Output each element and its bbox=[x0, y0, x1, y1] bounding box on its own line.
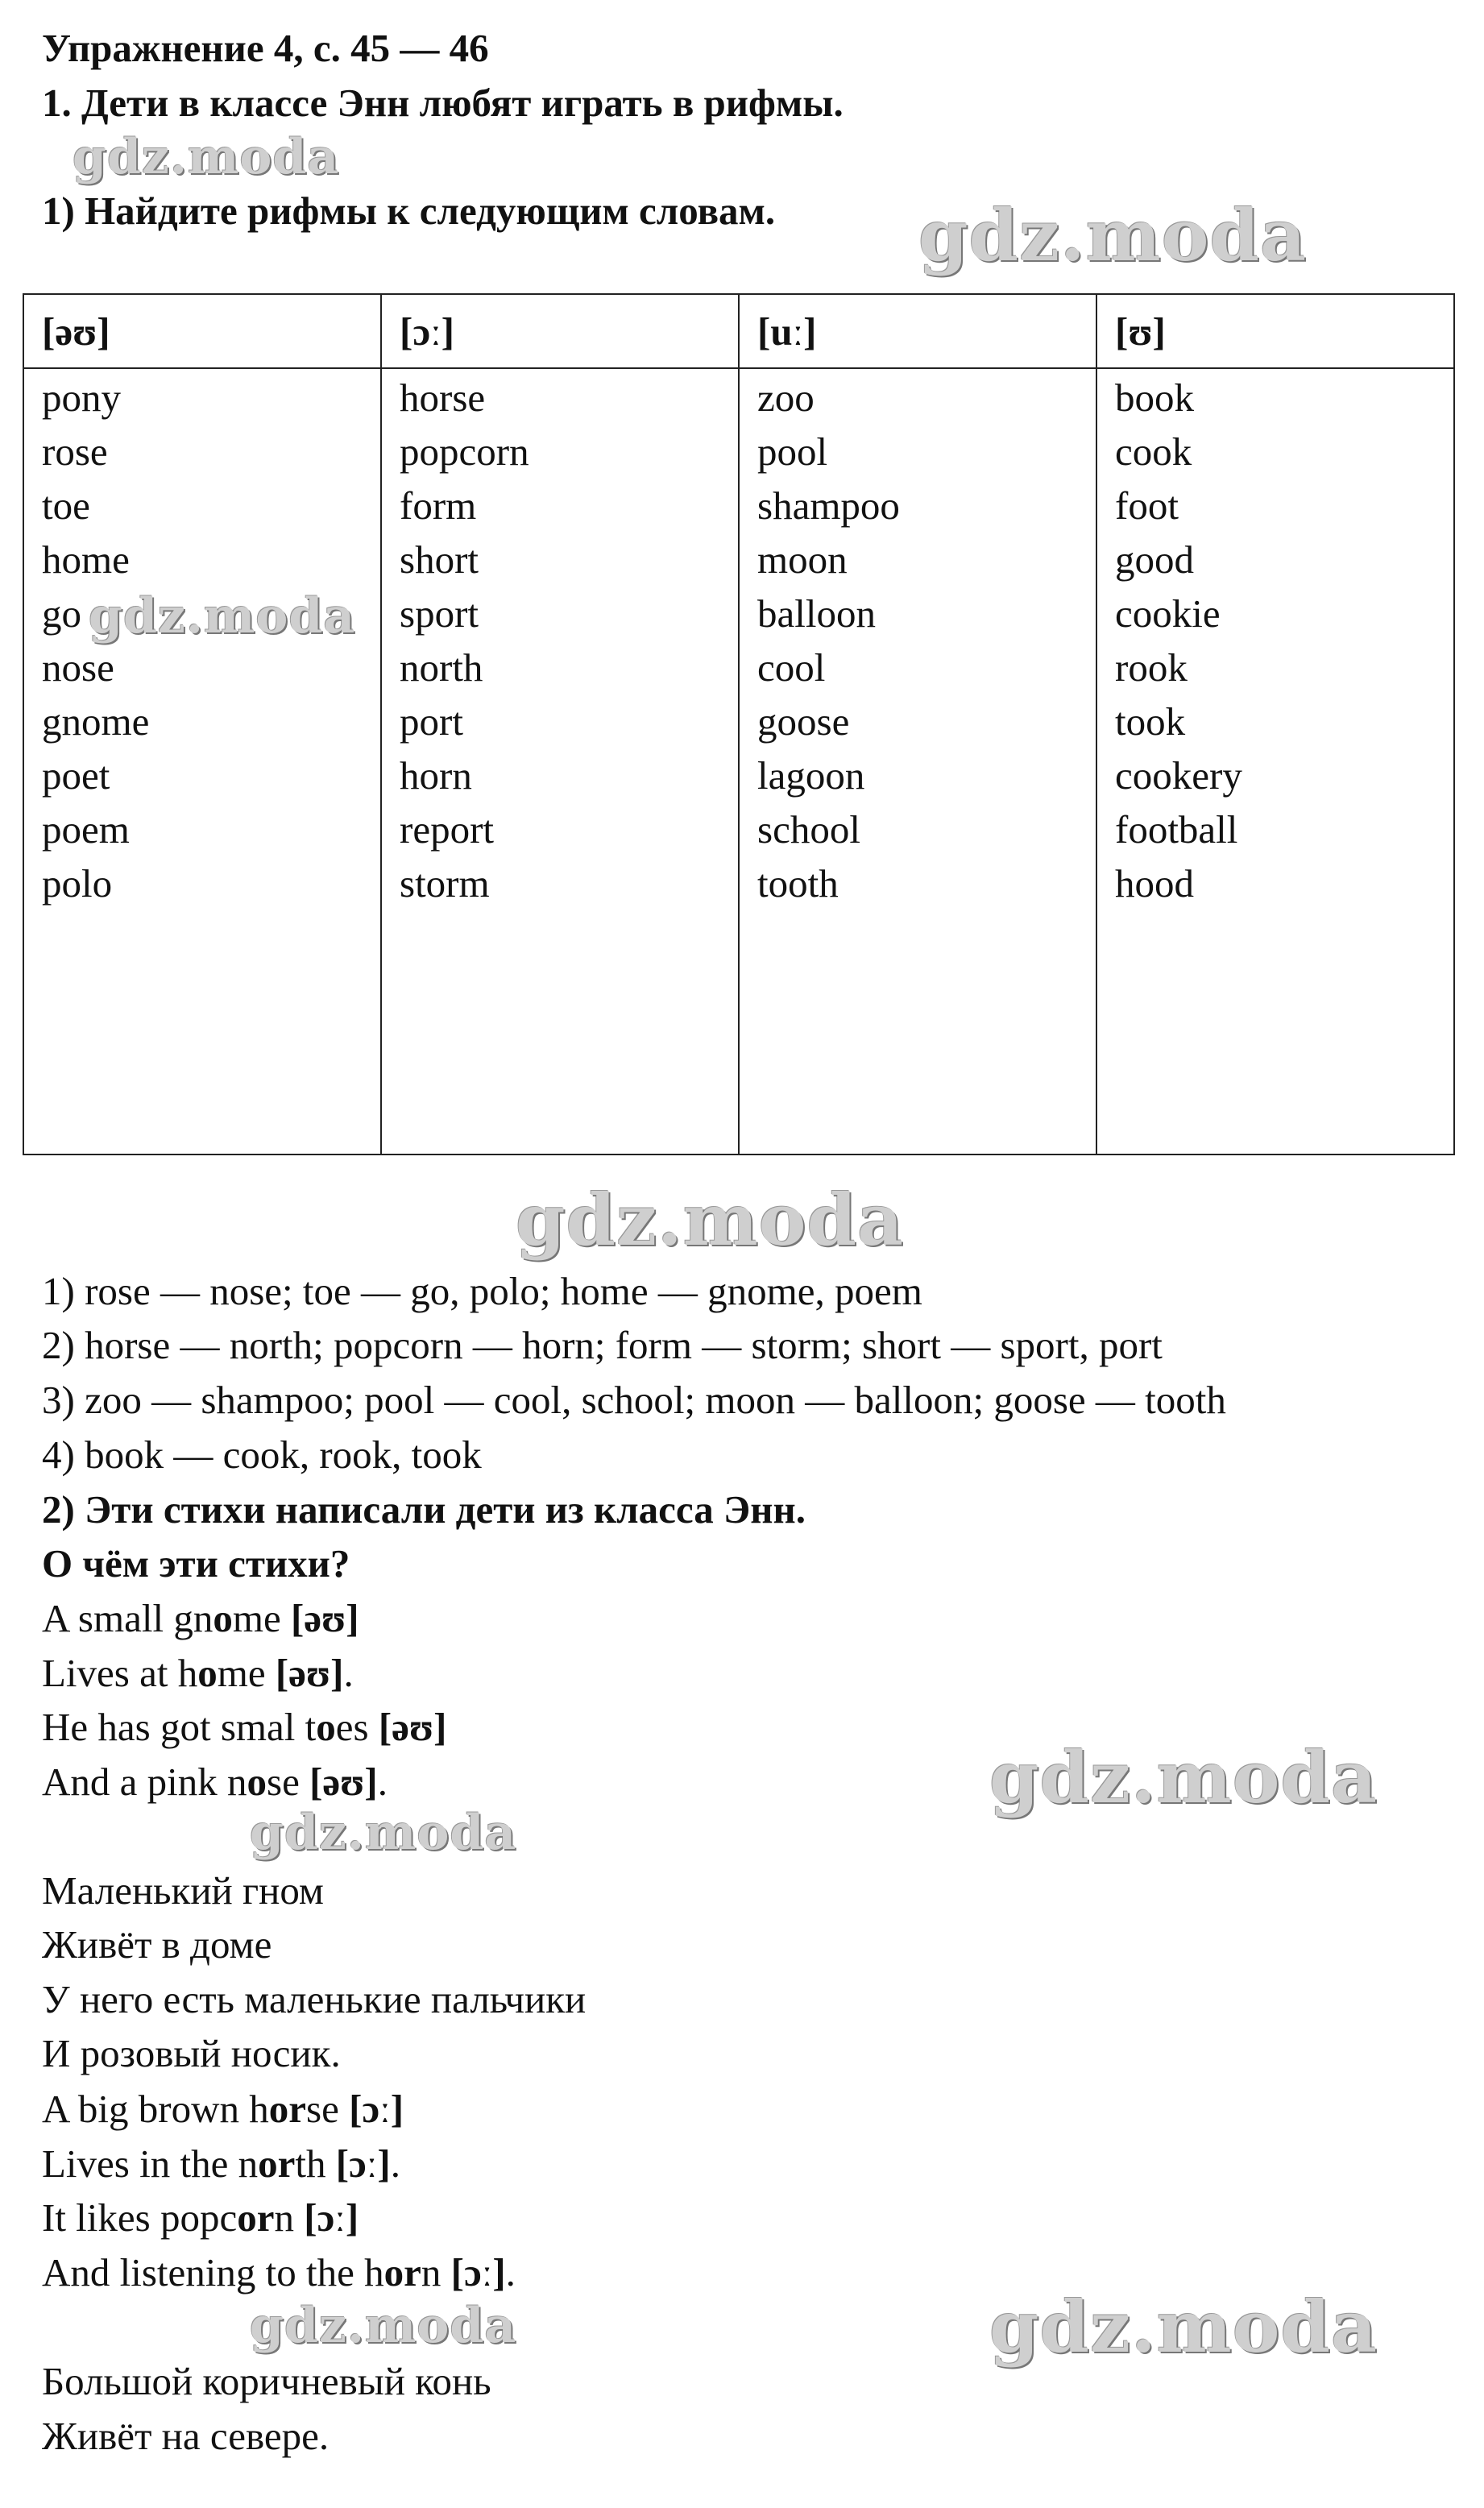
poem-line bbox=[42, 1703, 446, 1751]
poem-text: . bbox=[390, 2141, 400, 2186]
answer-line: 4) book — cook, rook, took bbox=[42, 1432, 482, 1477]
watermark: gdz.moda bbox=[250, 2298, 517, 2354]
sound-tag: [əʊ] bbox=[378, 1705, 447, 1749]
poem-text: me bbox=[232, 1596, 291, 1640]
table-cell-word: storm bbox=[400, 861, 490, 906]
poem-line bbox=[42, 2194, 359, 2242]
table-cell-word: toe bbox=[42, 483, 90, 528]
table-cell-word: balloon bbox=[757, 591, 876, 636]
watermark: gdz.moda bbox=[89, 588, 356, 645]
sound-tag: [ɔː] bbox=[335, 2141, 391, 2186]
table-cell-word: poem bbox=[42, 807, 130, 852]
poem-line bbox=[42, 2085, 404, 2133]
poem-text: . bbox=[343, 1650, 354, 1695]
rhymes-table bbox=[23, 293, 1455, 1155]
sound-tag: [ɔː] bbox=[304, 2195, 359, 2240]
poem-text: A big brown h bbox=[42, 2087, 269, 2131]
rhyme-letters: or bbox=[383, 2249, 421, 2295]
poem-line bbox=[42, 1649, 354, 1698]
watermark: gdz.moda bbox=[989, 2285, 1378, 2369]
column-header: [əʊ] bbox=[23, 294, 381, 368]
poem-text: n bbox=[421, 2249, 451, 2295]
poem-text: se bbox=[306, 2087, 350, 2131]
table-cell-word: cool bbox=[757, 645, 826, 690]
table-cell-word: horse bbox=[400, 375, 486, 420]
poem-text: n bbox=[274, 2195, 305, 2240]
poem-text: th bbox=[295, 2141, 336, 2186]
table-cell-word: lagoon bbox=[757, 753, 865, 798]
sound-tag: [ɔː] bbox=[450, 2249, 506, 2295]
table-cell-word: school bbox=[757, 807, 860, 852]
poem-text: Lives in the n bbox=[42, 2141, 259, 2186]
table-cell-word: tooth bbox=[757, 861, 839, 906]
sound-tag: [ɔː] bbox=[349, 2087, 404, 2131]
table-cell-word: rose bbox=[42, 429, 108, 474]
watermark: gdz.moda bbox=[250, 1805, 517, 1861]
poem-text: And a pink n bbox=[42, 1759, 247, 1804]
table-cell-word: goose bbox=[757, 699, 850, 744]
table-cell-word: popcorn bbox=[400, 429, 529, 474]
rhyme-letters: or bbox=[237, 2195, 275, 2240]
table-cell-word: short bbox=[400, 537, 479, 582]
column-header: [uː] bbox=[739, 294, 1096, 368]
rhyme-letters: o bbox=[247, 1759, 267, 1804]
rhyme-letters: or bbox=[268, 2087, 306, 2131]
table-cell-word: horn bbox=[400, 753, 472, 798]
rhyme-letters: o bbox=[213, 1596, 233, 1640]
poem-text: . bbox=[505, 2249, 516, 2295]
poem-line bbox=[42, 2249, 516, 2297]
task-2-title: 2) Эти стихи написали дети из класса Энн. bbox=[42, 1487, 806, 1532]
poem-line bbox=[42, 1594, 359, 1643]
table-cell-word: cookie bbox=[1115, 591, 1221, 636]
poem-text: se bbox=[267, 1759, 310, 1804]
rhyme-letters: o bbox=[197, 1650, 218, 1695]
poem-text: He has got smal t bbox=[42, 1705, 317, 1749]
answer-line: 1) rose — nose; toe — go, polo; home — gnome, poem bbox=[42, 1269, 922, 1313]
poem-text: It likes popc bbox=[42, 2195, 238, 2240]
table-cell-word: go bbox=[42, 591, 81, 636]
translation-line: У него есть маленькие пальчики bbox=[42, 1977, 587, 2021]
poem-line bbox=[42, 1758, 388, 1806]
watermark: gdz.moda bbox=[516, 1178, 905, 1262]
poem-text: And listening to the h bbox=[42, 2249, 384, 2295]
column-words bbox=[381, 368, 739, 1155]
translation-line: Живёт в доме bbox=[42, 1922, 272, 1967]
table-cell-word: gnome bbox=[42, 699, 150, 744]
translation-line: Живёт на севере. bbox=[42, 2414, 330, 2458]
translation-line: И розовый носик. bbox=[42, 2031, 341, 2075]
translation-line: Маленький гном bbox=[42, 1868, 324, 1913]
table-cell-word: zoo bbox=[757, 375, 815, 420]
table-cell-word: pony bbox=[42, 375, 121, 420]
table-cell-word: book bbox=[1115, 375, 1194, 420]
table-cell-word: hood bbox=[1115, 861, 1194, 906]
table-cell-word: shampoo bbox=[757, 483, 900, 528]
table-cell-word: report bbox=[400, 807, 494, 852]
watermark: gdz.moda bbox=[918, 193, 1308, 277]
poem-line bbox=[42, 2140, 400, 2188]
table-cell-word: moon bbox=[757, 537, 848, 582]
sound-tag: [əʊ] bbox=[275, 1650, 344, 1695]
table-cell-word: poet bbox=[42, 753, 110, 798]
table-cell-word: rook bbox=[1115, 645, 1188, 690]
table-cell-word: polo bbox=[42, 861, 113, 906]
column-header: [ɔː] bbox=[381, 294, 739, 368]
poem-text: es bbox=[335, 1705, 379, 1749]
poem-text: A small gn bbox=[42, 1596, 213, 1640]
table-cell-word: port bbox=[400, 699, 463, 744]
column-words bbox=[23, 368, 381, 1155]
table-cell-word: home bbox=[42, 537, 130, 582]
column-header: [ʊ] bbox=[1096, 294, 1454, 368]
answer-line: 3) zoo — shampoo; pool — cool, school; moon — balloon; goose — tooth bbox=[42, 1378, 1226, 1422]
table-body-row bbox=[23, 368, 1454, 1155]
sound-tag: [əʊ] bbox=[290, 1596, 359, 1640]
table-cell-word: foot bbox=[1115, 483, 1179, 528]
table-cell-word: football bbox=[1115, 807, 1238, 852]
watermark: gdz.moda bbox=[73, 129, 340, 185]
table-cell-word: cook bbox=[1115, 429, 1192, 474]
poem-text: . bbox=[377, 1759, 388, 1804]
column-words bbox=[739, 368, 1096, 1155]
table-cell-word: took bbox=[1115, 699, 1186, 744]
table-cell-word: good bbox=[1115, 537, 1194, 582]
column-words bbox=[1096, 368, 1454, 1155]
rhyme-letters: o bbox=[316, 1705, 336, 1749]
task-1-1-title: 1) Найдите рифмы к следующим словам. bbox=[42, 189, 776, 233]
table-cell-word: sport bbox=[400, 591, 479, 636]
table-cell-word: nose bbox=[42, 645, 114, 690]
task-1-title: 1. Дети в классе Энн любят играть в рифмы. bbox=[42, 81, 844, 125]
table-cell-word: form bbox=[400, 483, 477, 528]
poem-text: Lives at h bbox=[42, 1650, 198, 1695]
table-cell-word: cookery bbox=[1115, 753, 1242, 798]
table-cell-word: pool bbox=[757, 429, 828, 474]
task-2-question: О чём эти стихи? bbox=[42, 1541, 350, 1586]
poem-text: me bbox=[217, 1650, 276, 1695]
exercise-title: Упражнение 4, с. 45 — 46 bbox=[42, 26, 489, 70]
rhyme-letters: or bbox=[258, 2141, 296, 2186]
translation-line: Большой коричневый конь bbox=[42, 2359, 491, 2403]
answer-line: 2) horse — north; popcorn — horn; form — storm; short — sport, port bbox=[42, 1323, 1163, 1367]
table-cell-word: north bbox=[400, 645, 483, 690]
sound-tag: [əʊ] bbox=[309, 1759, 378, 1804]
watermark: gdz.moda bbox=[989, 1735, 1378, 1819]
table-header-row bbox=[23, 294, 1454, 368]
